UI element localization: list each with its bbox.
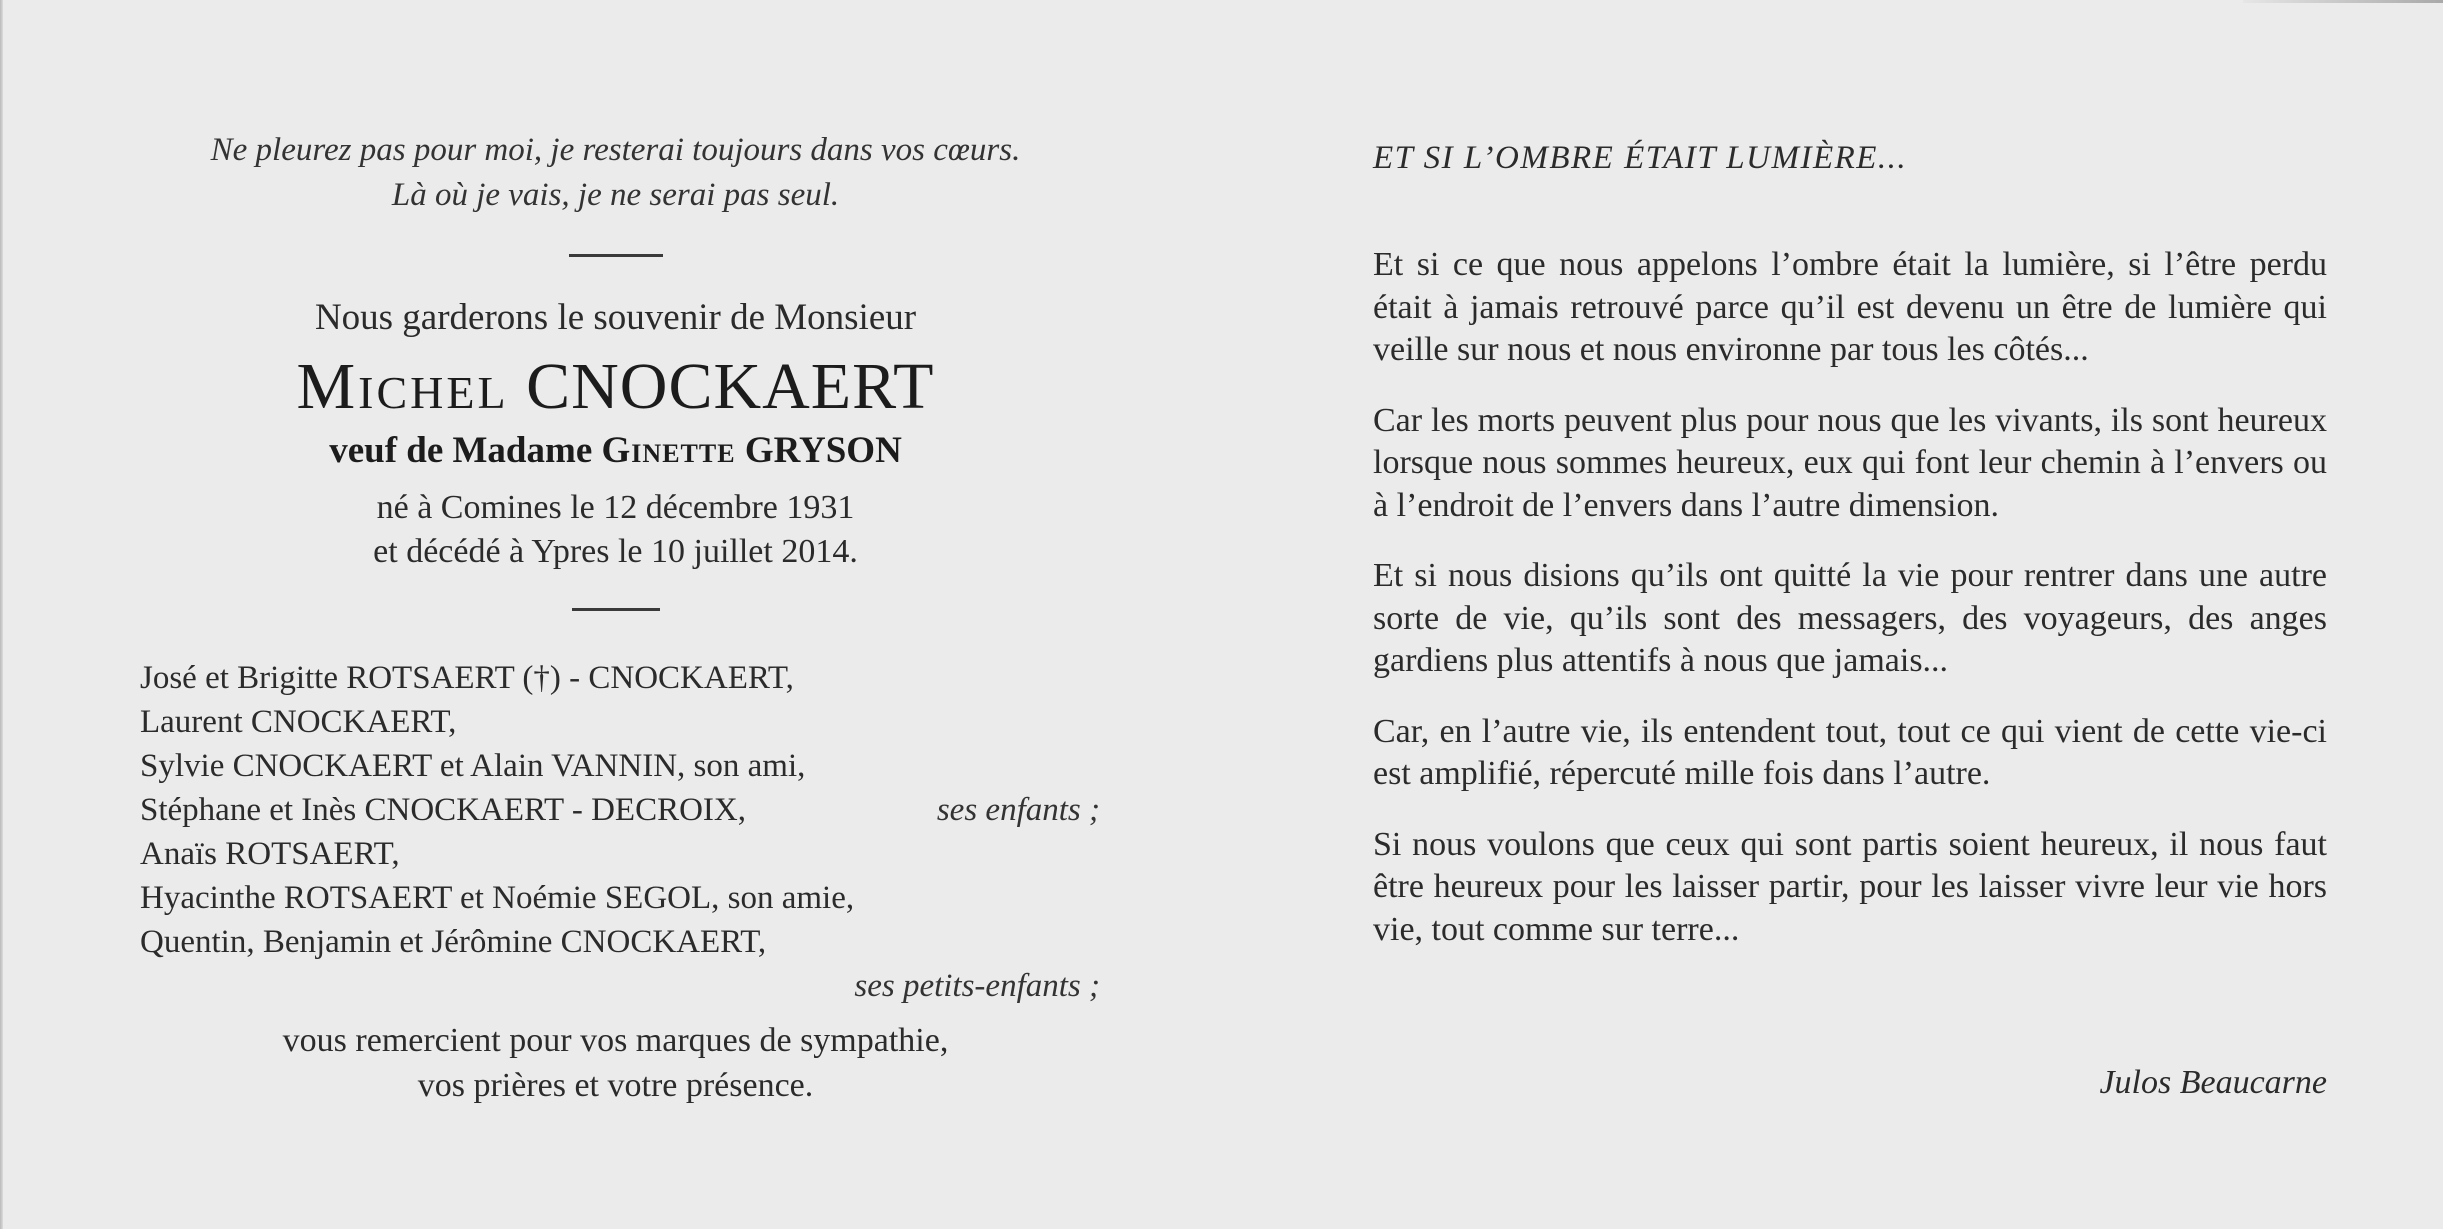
quote-line-1: Ne pleurez pas pour moi, je resterai toujours dans vos cœurs. <box>210 132 1021 168</box>
poem-author: Julos Beaucarne <box>2099 1064 2327 1101</box>
family-member-row <box>140 744 1100 788</box>
family-member-name: Laurent CNOCKAERT, <box>140 704 457 740</box>
poem-body <box>1373 244 2327 979</box>
family-member-name: Sylvie CNOCKAERT et Alain VANNIN, son ami, <box>140 748 806 784</box>
poem-paragraph: Car les morts peuvent plus pour nous que les vivants, ils sont heureux lorsque nous sommes heureux, eux qui font leur chemin à l’envers ou à l’endroit de l’envers dans l’autre dimension. <box>1373 401 2327 524</box>
memorial-left-panel <box>0 0 1221 1229</box>
spouse-prefix: veuf de Madame <box>329 430 593 471</box>
family-member-row <box>140 788 1100 832</box>
family-member-row <box>140 876 1100 920</box>
family-member-name: Quentin, Benjamin et Jérômine CNOCKAERT, <box>140 924 767 960</box>
deceased-name <box>120 348 1111 426</box>
death-line: et décédé à Ypres le 10 juillet 2014. <box>373 533 858 570</box>
life-dates <box>120 486 1111 574</box>
memorial-right-panel <box>1373 0 2327 1229</box>
family-role-grandchildren: ses petits-enfants ; <box>854 968 1100 1004</box>
family-member-row <box>140 700 1100 744</box>
thanks-text <box>120 1018 1111 1108</box>
family-member-name: Hyacinthe ROTSAERT et Noémie SEGOL, son amie, <box>140 880 855 916</box>
family-member-name: Stéphane et Inès CNOCKAERT - DECROIX, <box>140 792 747 828</box>
birth-line: né à Comines le 12 décembre 1931 <box>376 489 855 526</box>
intro-text: Nous garderons le souvenir de Monsieur <box>314 297 917 338</box>
deceased-last-name: CNOCKAERT <box>526 350 935 423</box>
quote-line-2: Là où je vais, je ne serai pas seul. <box>391 177 840 213</box>
deceased-first-name: Michel <box>296 350 509 423</box>
thanks-line-2: vos prières et votre présence. <box>417 1067 814 1104</box>
poem-title: ET SI L’OMBRE ÉTAIT LUMIÈRE... <box>1373 140 1908 176</box>
spouse-last-name: GRYSON <box>744 430 902 471</box>
thanks-line-1: vous remercient pour vos marques de sympathie, <box>282 1022 949 1059</box>
poem-paragraph: Et si nous disions qu’ils ont quitté la vie pour rentrer dans une autre sorte de vie, qu’ils sont des messagers, des voyageurs, des anges gardiens plus attentifs à nous que jamais... <box>1373 557 2327 679</box>
poem-paragraph: Car, en l’autre vie, ils entendent tout, tout ce qui vient de cette vie-ci est amplifié, répercuté mille fois dans l’autre. <box>1373 712 2327 792</box>
family-member-row <box>140 964 1100 1008</box>
opening-quote <box>120 128 1111 218</box>
family-member-row <box>140 656 1100 700</box>
poem-paragraph: Et si ce que nous appelons l’ombre était la lumière, si l’être perdu était à jamais retrouvé parce qu’il est devenu un être de lumière qui veille sur nous et nous environne par tous les côtés... <box>1373 246 2327 368</box>
divider-rule <box>569 254 663 257</box>
family-member-row <box>140 832 1100 876</box>
family-list <box>140 656 1100 1008</box>
spouse-first-name: Ginette <box>601 430 736 471</box>
spouse-line <box>120 428 1111 474</box>
family-member-row <box>140 920 1100 964</box>
family-member-name: José et Brigitte ROTSAERT (†) - CNOCKAERT, <box>140 660 794 696</box>
family-member-name: Anaïs ROTSAERT, <box>140 836 400 872</box>
divider-rule <box>572 608 660 611</box>
family-role-children: ses enfants ; <box>936 792 1100 828</box>
poem-paragraph: Si nous voulons que ceux qui sont partis soient heureux, il nous faut être heureux pour les laisser partir, pour les laisser vivre leur vie hors vie, tout comme sur terre... <box>1373 825 2327 948</box>
